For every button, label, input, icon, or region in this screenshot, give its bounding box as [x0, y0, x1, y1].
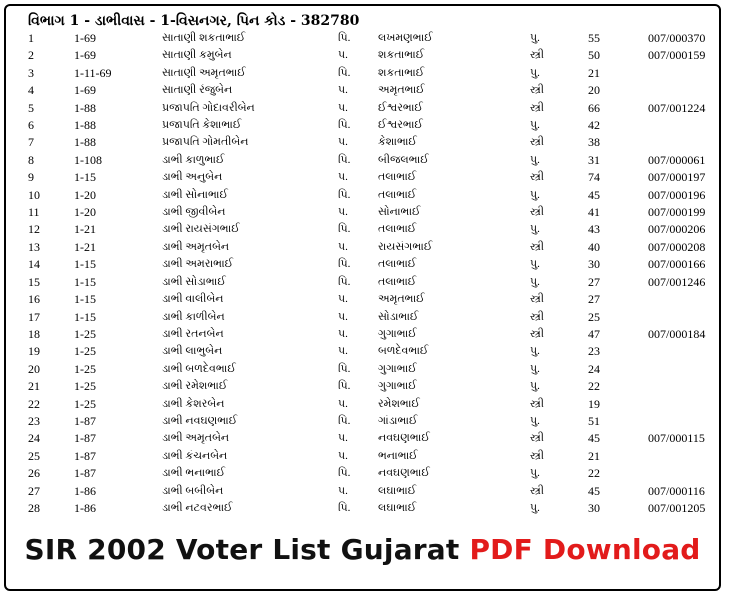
relative-name-cell: સોડાભાઈ	[378, 310, 419, 323]
relation-type-cell: પિ.	[338, 414, 351, 427]
house-number-cell: 1-15	[74, 309, 96, 324]
serial-number-cell: 8	[28, 152, 34, 167]
gender-cell: પુ.	[530, 223, 540, 236]
house-number-cell: 1-21	[74, 222, 96, 237]
relation-type-cell: પિ.	[338, 258, 351, 271]
gender-cell: સ્ત્રી	[530, 293, 544, 306]
house-number-cell: 1-20	[74, 187, 96, 202]
table-row	[28, 396, 708, 413]
voter-name-cell: પ્રજાપતિ ગોદાવરીબેન	[162, 101, 255, 114]
voter-name-cell: ડાભી લાભુબેન	[162, 345, 223, 358]
section-header: વિભાગ 1 - ડાભીવાસ - 1-વિસનગર, પિન કોડ - 382780	[28, 13, 360, 29]
relation-type-cell: પ.	[338, 49, 348, 62]
voter-name-cell: ડાભી નવઘણભાઈ	[162, 414, 238, 427]
voter-name-cell: ડાભી કંચનબેન	[162, 449, 228, 462]
card-number-cell: 007/000061	[648, 152, 706, 167]
house-number-cell: 1-87	[74, 466, 96, 481]
relative-name-cell: અમૃતભાઈ	[378, 293, 425, 306]
house-number-cell: 1-87	[74, 431, 96, 446]
voter-name-cell: ડાભી કાળુભાઈ	[162, 153, 225, 166]
table-row	[28, 152, 708, 169]
house-number-cell: 1-15	[74, 170, 96, 185]
table-row	[28, 65, 708, 82]
serial-number-cell: 6	[28, 118, 34, 133]
relative-name-cell: ઈશ્વરભાઈ	[378, 119, 423, 132]
relative-name-cell: નવઘણભાઈ	[378, 467, 430, 480]
serial-number-cell: 10	[28, 187, 40, 202]
gender-cell: પુ.	[530, 345, 540, 358]
serial-number-cell: 20	[28, 361, 40, 376]
voter-name-cell: ડાભી ભનાભાઈ	[162, 467, 226, 480]
age-cell: 31	[588, 152, 600, 167]
relative-name-cell: તલાભાઈ	[378, 275, 417, 288]
relation-type-cell: પ.	[338, 345, 348, 358]
banner-title: SIR 2002 Voter List Gujarat	[24, 533, 460, 566]
relation-type-cell: પ.	[338, 171, 348, 184]
relative-name-cell: ભનાભાઈ	[378, 449, 418, 462]
voter-name-cell: સાતાણી શકતાભાઈ	[162, 32, 246, 44]
serial-number-cell: 11	[28, 205, 40, 220]
relation-type-cell: પ.	[338, 327, 348, 340]
gender-cell: પુ.	[530, 501, 540, 514]
gender-cell: પુ.	[530, 362, 540, 375]
voter-name-cell: ડાભી કેશરબેન	[162, 397, 225, 410]
age-cell: 22	[588, 466, 600, 481]
table-row	[28, 378, 708, 395]
age-cell: 20	[588, 83, 600, 98]
age-cell: 45	[588, 187, 600, 202]
gender-cell: સ્ત્રી	[530, 49, 544, 62]
serial-number-cell: 1	[28, 31, 34, 45]
serial-number-cell: 9	[28, 170, 34, 185]
relation-type-cell: પ.	[338, 484, 348, 497]
voter-name-cell: પ્રજાપતિ ગોમતીબેન	[162, 136, 249, 149]
age-cell: 21	[588, 65, 600, 80]
relation-type-cell: પિ.	[338, 188, 351, 201]
card-number-cell	[648, 413, 708, 430]
relative-name-cell: શકતાભાઈ	[378, 49, 425, 62]
age-cell: 74	[588, 170, 600, 185]
gender-cell: સ્ત્રી	[530, 101, 544, 114]
card-number-cell: 007/000196	[648, 187, 706, 202]
relative-name-cell: ગુગાભાઈ	[378, 362, 417, 375]
relation-type-cell: પિ.	[338, 467, 351, 480]
house-number-cell: 1-15	[74, 274, 96, 289]
card-number-cell: 007/000370	[648, 31, 706, 45]
serial-number-cell: 26	[28, 466, 40, 481]
age-cell: 19	[588, 396, 600, 411]
house-number-cell: 1-11-69	[74, 65, 112, 80]
serial-number-cell: 2	[28, 48, 34, 63]
relative-name-cell: ગુગાભાઈ	[378, 380, 417, 393]
age-cell: 25	[588, 309, 600, 324]
card-number-cell	[648, 82, 708, 99]
age-cell: 21	[588, 448, 600, 463]
house-number-cell: 1-69	[74, 48, 96, 63]
gender-cell: સ્ત્રી	[530, 449, 544, 462]
voter-name-cell: સાતાણી અમૃતભાઈ	[162, 66, 246, 79]
gender-cell: સ્ત્રી	[530, 432, 544, 445]
serial-number-cell: 17	[28, 309, 40, 324]
card-number-cell: 007/000206	[648, 222, 706, 237]
serial-number-cell: 5	[28, 100, 34, 115]
thumbnail-frame	[4, 4, 721, 591]
title-banner	[6, 517, 719, 583]
house-number-cell: 1-25	[74, 344, 96, 359]
relation-type-cell: પ.	[338, 136, 348, 149]
gender-cell: પુ.	[530, 32, 540, 44]
card-number-cell: 007/001224	[648, 100, 706, 115]
relation-type-cell: પિ.	[338, 501, 351, 514]
voter-name-cell: પ્રજાપતિ કેશાભાઈ	[162, 119, 242, 132]
serial-number-cell: 27	[28, 483, 40, 498]
table-row	[28, 221, 708, 238]
house-number-cell: 1-15	[74, 257, 96, 272]
card-number-cell: 007/000166	[648, 257, 706, 272]
voter-name-cell: ડાભી રમેશભાઈ	[162, 380, 228, 393]
serial-number-cell: 23	[28, 413, 40, 428]
card-number-cell	[648, 117, 708, 134]
gender-cell: સ્ત્રી	[530, 84, 544, 97]
gender-cell: સ્ત્રી	[530, 240, 544, 253]
serial-number-cell: 19	[28, 344, 40, 359]
relative-name-cell: લઘાભાઈ	[378, 501, 417, 514]
gender-cell: સ્ત્રી	[530, 206, 544, 219]
table-row	[28, 169, 708, 186]
voter-table-body	[28, 30, 708, 517]
table-row	[28, 47, 708, 64]
voter-name-cell: ડાભી અમૃતબેન	[162, 432, 230, 445]
house-number-cell: 1-69	[74, 83, 96, 98]
serial-number-cell: 13	[28, 239, 40, 254]
table-row	[28, 309, 708, 326]
card-number-cell: 007/000115	[648, 431, 705, 446]
relative-name-cell: તલાભાઈ	[378, 188, 417, 201]
relative-name-cell: લઘાભાઈ	[378, 484, 417, 497]
gender-cell: પુ.	[530, 188, 540, 201]
table-row	[28, 187, 708, 204]
relation-type-cell: પિ.	[338, 153, 351, 166]
card-number-cell	[648, 465, 708, 482]
house-number-cell: 1-69	[74, 31, 96, 45]
voter-name-cell: સાતાણી રંજુબેન	[162, 84, 233, 97]
table-row	[28, 361, 708, 378]
age-cell: 24	[588, 361, 600, 376]
relative-name-cell: રાયસંગભાઈ	[378, 240, 433, 253]
voter-name-cell: ડાભી સોડાભાઈ	[162, 275, 226, 288]
card-number-cell: 007/000159	[648, 48, 706, 63]
age-cell: 50	[588, 48, 600, 63]
table-row	[28, 239, 708, 256]
voter-name-cell: ડાભી વાલીબેન	[162, 293, 224, 306]
relation-type-cell: પિ.	[338, 362, 351, 375]
relation-type-cell: પ.	[338, 240, 348, 253]
serial-number-cell: 4	[28, 83, 34, 98]
card-number-cell: 007/000184	[648, 326, 706, 341]
card-number-cell	[648, 378, 708, 395]
serial-number-cell: 7	[28, 135, 34, 150]
age-cell: 27	[588, 292, 600, 307]
card-number-cell	[648, 448, 708, 465]
card-number-cell	[648, 343, 708, 360]
voter-table	[28, 30, 708, 517]
table-row	[28, 430, 708, 447]
voter-name-cell: ડાભી બળદેવભાઈ	[162, 362, 236, 375]
relation-type-cell: પિ.	[338, 275, 351, 288]
gender-cell: પુ.	[530, 66, 540, 79]
house-number-cell: 1-20	[74, 205, 96, 220]
relative-name-cell: બળદેવભાઈ	[378, 345, 429, 358]
relation-type-cell: પિ.	[338, 223, 351, 236]
house-number-cell: 1-87	[74, 413, 96, 428]
table-row	[28, 82, 708, 99]
gender-cell: સ્ત્રી	[530, 310, 544, 323]
serial-number-cell: 25	[28, 448, 40, 463]
gender-cell: સ્ત્રી	[530, 397, 544, 410]
age-cell: 30	[588, 500, 600, 515]
relative-name-cell: તલાભાઈ	[378, 258, 417, 271]
relation-type-cell: પિ.	[338, 119, 351, 132]
relation-type-cell: પિ.	[338, 66, 351, 79]
relation-type-cell: પિ.	[338, 32, 351, 44]
relation-type-cell: પ.	[338, 84, 348, 97]
gender-cell: સ્ત્રી	[530, 327, 544, 340]
house-number-cell: 1-108	[74, 152, 102, 167]
relation-type-cell: પ.	[338, 310, 348, 323]
age-cell: 23	[588, 344, 600, 359]
relation-type-cell: પિ.	[338, 380, 351, 393]
table-row	[28, 100, 708, 117]
house-number-cell: 1-25	[74, 326, 96, 341]
relation-type-cell: પ.	[338, 397, 348, 410]
age-cell: 47	[588, 326, 600, 341]
serial-number-cell: 16	[28, 292, 40, 307]
age-cell: 41	[588, 205, 600, 220]
table-row	[28, 256, 708, 273]
house-number-cell: 1-88	[74, 118, 96, 133]
relative-name-cell: શકતાભાઈ	[378, 66, 425, 79]
serial-number-cell: 24	[28, 431, 40, 446]
house-number-cell: 1-86	[74, 500, 96, 515]
banner-highlight: PDF Download	[469, 533, 701, 566]
serial-number-cell: 12	[28, 222, 40, 237]
voter-name-cell: ડાભી અનુબેન	[162, 171, 223, 184]
voter-list-document	[28, 12, 708, 518]
card-number-cell	[648, 309, 708, 326]
gender-cell: પુ.	[530, 258, 540, 271]
relation-type-cell: પ.	[338, 206, 348, 219]
age-cell: 40	[588, 239, 600, 254]
gender-cell: પુ.	[530, 380, 540, 393]
serial-number-cell: 3	[28, 65, 34, 80]
relative-name-cell: તલાભાઈ	[378, 223, 417, 236]
voter-name-cell: ડાભી કાળીબેન	[162, 310, 225, 323]
card-number-cell	[648, 291, 708, 308]
gender-cell: પુ.	[530, 414, 540, 427]
table-row	[28, 204, 708, 221]
house-number-cell: 1-15	[74, 292, 96, 307]
relative-name-cell: ગાંડાભાઈ	[378, 414, 418, 427]
relative-name-cell: નવઘણભાઈ	[378, 432, 430, 445]
age-cell: 43	[588, 222, 600, 237]
voter-name-cell: ડાભી રાયસંગભાઈ	[162, 223, 240, 236]
relative-name-cell: કેશાભાઈ	[378, 136, 417, 149]
gender-cell: પુ.	[530, 119, 540, 132]
gender-cell: પુ.	[530, 153, 540, 166]
age-cell: 42	[588, 118, 600, 133]
serial-number-cell: 22	[28, 396, 40, 411]
age-cell: 27	[588, 274, 600, 289]
house-number-cell: 1-25	[74, 379, 96, 394]
voter-name-cell: સાતાણી કમુબેન	[162, 49, 232, 62]
relative-name-cell: ઈશ્વરભાઈ	[378, 101, 423, 114]
age-cell: 22	[588, 379, 600, 394]
relation-type-cell: પ.	[338, 449, 348, 462]
age-cell: 55	[588, 31, 600, 45]
gender-cell: પુ.	[530, 275, 540, 288]
house-number-cell: 1-88	[74, 135, 96, 150]
card-number-cell	[648, 65, 708, 82]
age-cell: 66	[588, 100, 600, 115]
age-cell: 30	[588, 257, 600, 272]
table-row	[28, 30, 708, 47]
relative-name-cell: બીજલભાઈ	[378, 153, 429, 166]
serial-number-cell: 14	[28, 257, 40, 272]
table-row	[28, 483, 708, 500]
voter-name-cell: ડાભી સોનાભાઈ	[162, 188, 228, 201]
serial-number-cell: 28	[28, 500, 40, 515]
table-row	[28, 117, 708, 134]
table-row	[28, 326, 708, 343]
serial-number-cell: 21	[28, 379, 40, 394]
table-row	[28, 413, 708, 430]
gender-cell: સ્ત્રી	[530, 171, 544, 184]
relative-name-cell: લખમણભાઈ	[378, 32, 433, 44]
card-number-cell: 007/000197	[648, 170, 706, 185]
gender-cell: સ્ત્રી	[530, 136, 544, 149]
relation-type-cell: પ.	[338, 432, 348, 445]
house-number-cell: 1-21	[74, 239, 96, 254]
card-number-cell	[648, 361, 708, 378]
table-row	[28, 291, 708, 308]
card-number-cell	[648, 396, 708, 413]
table-row	[28, 448, 708, 465]
table-row	[28, 343, 708, 360]
voter-name-cell: ડાભી રતનબેન	[162, 327, 224, 340]
voter-name-cell: ડાભી જીવીબેન	[162, 206, 226, 219]
table-row	[28, 500, 708, 517]
relative-name-cell: ગુગાભાઈ	[378, 327, 417, 340]
relation-type-cell: પ.	[338, 101, 348, 114]
age-cell: 38	[588, 135, 600, 150]
card-number-cell	[648, 134, 708, 151]
card-number-cell: 007/000199	[648, 205, 706, 220]
table-row	[28, 465, 708, 482]
serial-number-cell: 15	[28, 274, 40, 289]
house-number-cell: 1-25	[74, 396, 96, 411]
card-number-cell: 007/001205	[648, 500, 706, 515]
table-row	[28, 134, 708, 151]
gender-cell: પુ.	[530, 467, 540, 480]
card-number-cell: 007/000208	[648, 239, 706, 254]
voter-name-cell: ડાભી નટવરભાઈ	[162, 501, 233, 514]
age-cell: 45	[588, 483, 600, 498]
house-number-cell: 1-25	[74, 361, 96, 376]
card-number-cell: 007/000116	[648, 483, 705, 498]
age-cell: 45	[588, 431, 600, 446]
relation-type-cell: પ.	[338, 293, 348, 306]
voter-name-cell: ડાભી અમૃતબેન	[162, 240, 230, 253]
relative-name-cell: અમૃતભાઈ	[378, 84, 425, 97]
relative-name-cell: તલાભાઈ	[378, 171, 417, 184]
voter-name-cell: ડાભી અમરાભાઈ	[162, 258, 234, 271]
age-cell: 51	[588, 413, 600, 428]
serial-number-cell: 18	[28, 326, 40, 341]
card-number-cell: 007/001246	[648, 274, 706, 289]
relative-name-cell: સોનાભાઈ	[378, 206, 421, 219]
table-row	[28, 274, 708, 291]
house-number-cell: 1-88	[74, 100, 96, 115]
house-number-cell: 1-86	[74, 483, 96, 498]
house-number-cell: 1-87	[74, 448, 96, 463]
voter-name-cell: ડાભી બબીબેન	[162, 484, 224, 497]
relative-name-cell: રમેશભાઈ	[378, 397, 420, 410]
gender-cell: સ્ત્રી	[530, 484, 544, 497]
